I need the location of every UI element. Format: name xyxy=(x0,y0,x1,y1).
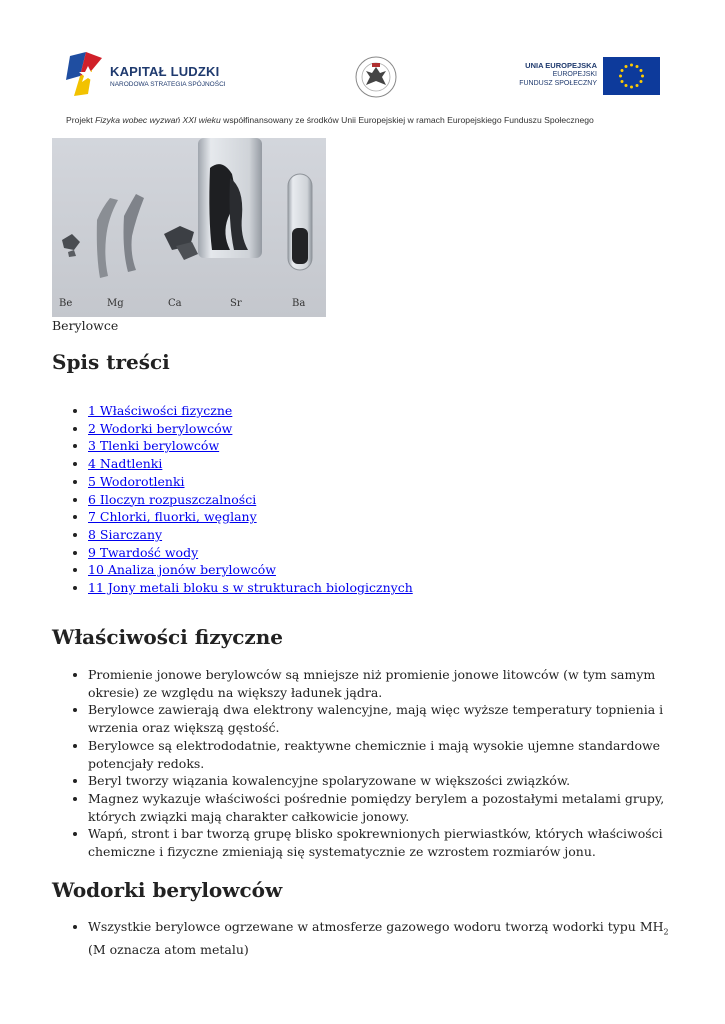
eu-flag-icon xyxy=(603,57,660,95)
toc-link-1[interactable]: 1 Właściwości fizyczne xyxy=(88,403,233,418)
toc-item xyxy=(88,473,413,491)
properties-list xyxy=(72,666,688,861)
toc-link-8[interactable]: 8 Siarczany xyxy=(88,526,163,542)
hydrides-list xyxy=(72,918,688,959)
toc-item xyxy=(88,544,413,562)
list-item: • Magnez wykazuje właściwości pośrednie pomiędzy berylem a pozostałymi metalami grupy, których związki mają charakter całkowicie jonowy. xyxy=(88,790,688,825)
page-header xyxy=(0,0,725,135)
label-ca: Ca xyxy=(168,298,182,309)
hydride-text-before: Wszystkie berylowce ogrzewane w atmosferze gazowego wodoru tworzą wodorki typu MH xyxy=(88,919,664,934)
eu-line-1: UNIA EUROPEJSKA xyxy=(525,61,597,70)
toc-item xyxy=(88,526,413,544)
project-title: Fizyka wobec wyzwań XXI wieku xyxy=(95,115,221,125)
toc-item xyxy=(88,402,413,420)
toc-link-2[interactable]: 2 Wodorki berylowców xyxy=(88,420,233,436)
kapital-ludzki-subtitle: NARODOWA STRATEGIA SPÓJNOŚCI xyxy=(110,81,226,88)
university-seal-icon xyxy=(354,55,398,99)
toc-item xyxy=(88,579,413,597)
toc-link-9[interactable]: 9 Twardość wody xyxy=(88,544,199,560)
toc-heading: Spis treści xyxy=(52,350,170,374)
toc-link-11[interactable]: 11 Jony metali bloku s w strukturach biologicznych xyxy=(88,580,413,596)
toc-item xyxy=(88,491,413,509)
eu-line-3: FUNDUSZ SPOŁECZNY xyxy=(519,80,597,87)
kapital-ludzki-emblem-icon xyxy=(66,50,106,98)
kapital-ludzki-title: KAPITAŁ LUDZKI xyxy=(110,64,220,79)
toc-link-6[interactable]: 6 Iloczyn rozpuszczalności xyxy=(88,491,257,507)
label-be: Be xyxy=(59,298,73,309)
hydride-subscript: 2 xyxy=(663,927,669,937)
project-line xyxy=(66,115,594,125)
figure-caption: Berylowce xyxy=(52,318,119,333)
eu-line-2: EUROPEJSKI xyxy=(552,71,597,78)
toc-link-4[interactable]: 4 Nadtlenki xyxy=(88,456,163,472)
table-of-contents xyxy=(72,402,413,597)
toc-link-7[interactable]: 7 Chlorki, fluorki, węglany xyxy=(88,509,257,525)
project-prefix: Projekt xyxy=(66,115,96,125)
alkaline-earth-metals-photo xyxy=(52,138,326,317)
list-item: • Wapń, stront i bar tworzą grupę blisko spokrewnionych pierwiastków, których właściwości chemiczne i fizyczne zmieniają się systematycznie ze wzrostem rozmiarów jonu. xyxy=(88,825,688,860)
section-heading-hydrides: Wodorki berylowców xyxy=(52,878,283,902)
label-mg: Mg xyxy=(107,298,124,309)
toc-item xyxy=(88,420,413,438)
label-sr: Sr xyxy=(230,298,242,309)
hydride-text-after: (M oznacza atom metalu) xyxy=(88,942,249,958)
list-item: • Beryl tworzy wiązania kowalencyjne spolaryzowane w większości związków. xyxy=(88,772,688,790)
list-item: • Berylowce są elektrododatnie, reaktywne chemicznie i mają wysokie ujemne standardowe potencjały redoks. xyxy=(88,737,688,772)
toc-item xyxy=(88,508,413,526)
toc-item xyxy=(88,561,413,579)
list-item: • Berylowce zawierają dwa elektrony walencyjne, mają więc wyższe temperatury topnienia i wrzenia oraz większą gęstość. xyxy=(88,701,688,736)
eu-text xyxy=(519,61,597,88)
list-item: • Promienie jonowe berylowców są mniejsze niż promienie jonowe litowców (w tym samym okresie) ze względu na większy ładunek jądra. xyxy=(88,666,688,701)
toc-link-10[interactable]: 10 Analiza jonów berylowców xyxy=(88,562,276,578)
kapital-ludzki-logo xyxy=(66,50,236,100)
toc-item xyxy=(88,455,413,473)
label-ba: Ba xyxy=(292,298,306,309)
project-suffix: współfinansowany ze środków Unii Europejskiej w ramach Europejskiego Funduszu Społecznego xyxy=(220,115,594,125)
eu-logo xyxy=(500,57,660,97)
list-item xyxy=(88,918,688,959)
toc-link-3[interactable]: 3 Tlenki berylowców xyxy=(88,438,220,454)
section-heading-properties: Właściwości fizyczne xyxy=(52,625,284,649)
toc-item xyxy=(88,437,413,455)
toc-link-5[interactable]: 5 Wodorotlenki xyxy=(88,473,185,489)
